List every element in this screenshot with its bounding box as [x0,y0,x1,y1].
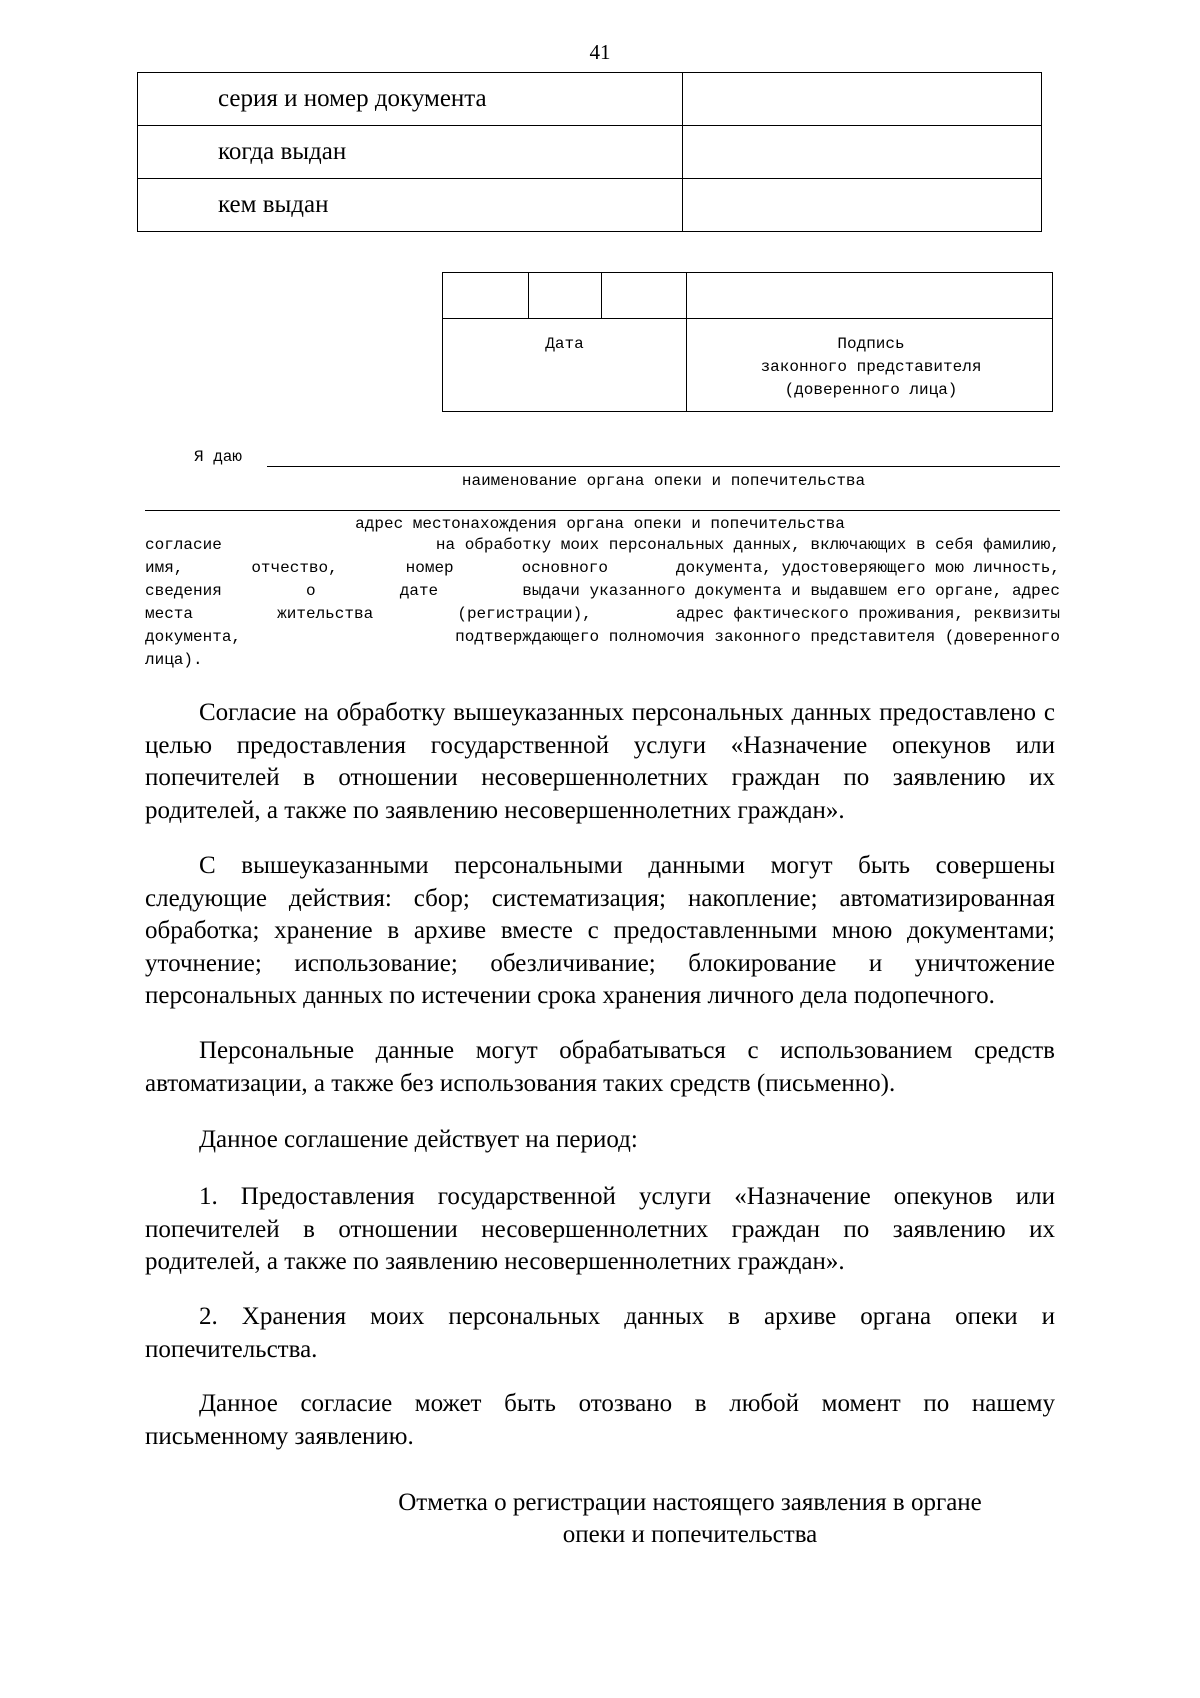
paragraph-actions: С вышеуказанными персональными данными могут быть совершены следующие действия: сбор; систематизация; накопление; автоматизированная обработка; хранение в архиве вместе с предоставленными мною документами; уточнение; использование; обезличивание; блокирование и уничтожение персональных данных по истечении срока хранения личного дела подопечного. [145,852,1055,1009]
date-signature-block [442,272,1053,412]
consent-line: документа, подтверждающего полномочия законного представителя (доверенного [145,628,1060,646]
table-row [138,126,1042,179]
consent-line: согласие на обработку моих персональных данных, включающих в себя фамилию, [145,536,1060,554]
page-number: 41 [589,40,611,64]
divider [443,318,1052,319]
document-series-field[interactable] [683,73,1042,126]
i-give-label: Я даю [194,448,243,466]
paragraph-period: Данное соглашение действует на период: [199,1126,638,1153]
issue-date-field[interactable] [683,126,1042,179]
issued-by-label: кем выдан [138,179,683,232]
consent-line: лица). [145,651,203,669]
divider [686,273,687,411]
paragraph-purpose: Согласие на обработку вышеуказанных персональных данных предоставлено с целью предоставления государственной услуги «Назначение опекунов или попечителей в отношении несовершеннолетних граждан по заявлению их родителей, а также по заявлению несовершеннолетних граждан». [145,699,1055,824]
signature-caption: Подпись законного представителя (доверенного лица) [760,335,982,399]
date-day-separator [528,273,529,318]
authority-name-caption: наименование органа опеки и попечительства [461,472,866,490]
consent-text [145,534,1060,672]
table-row [138,179,1042,232]
authority-address-field[interactable] [145,510,1060,511]
paragraph-period-item-1: 1. Предоставления государственной услуги «Назначение опекунов или попечителей в отношении несовершеннолетних граждан по заявлению их родителей, а также по заявлению несовершеннолетних граждан». [145,1183,1055,1275]
paragraph-period-item-2: 2. Хранения моих персональных данных в архиве органа опеки и попечительства. [145,1303,1055,1363]
authority-name-field[interactable] [267,466,1060,467]
table-row [138,73,1042,126]
consent-line: места жительства (регистрации), адрес фактического проживания, реквизиты [145,605,1060,623]
issued-by-field[interactable] [683,179,1042,232]
registration-note: Отметка о регистрации настоящего заявления в органе опеки и попечительства [398,1489,982,1548]
consent-line: сведения о дате выдачи указанного документа и выдавшем его органе, адрес [145,582,1060,600]
authority-address-caption: адрес местонахождения органа опеки и попечительства [355,515,845,533]
paragraph-revocation: Данное согласие может быть отозвано в любой момент по нашему письменному заявлению. [145,1390,1055,1450]
date-caption: Дата [545,335,584,353]
consent-line: имя, отчество, номер основного документа, удостоверяющего мою личность, [145,559,1060,577]
paragraph-automation: Персональные данные могут обрабатываться с использованием средств автоматизации, а также без использования таких средств (письменно). [145,1037,1055,1097]
issue-date-label: когда выдан [138,126,683,179]
document-details-table [137,72,1042,232]
document-series-label: серия и номер документа [138,73,683,126]
date-month-separator [601,273,602,318]
